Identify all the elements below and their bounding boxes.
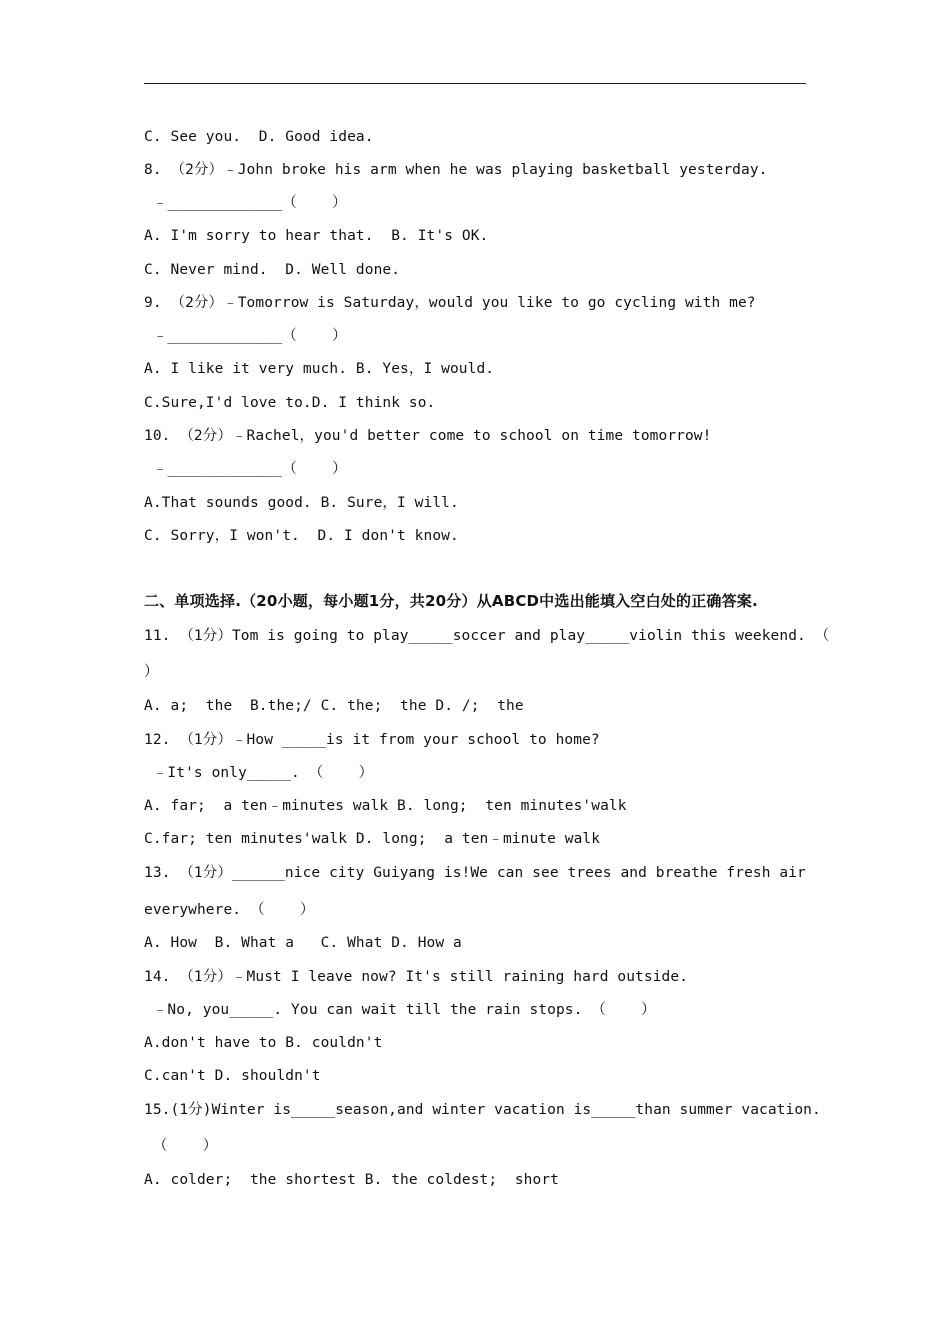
q10-options-ab: A.That sounds good. B. Sure，I will. [144,495,459,511]
q9-options-ab: A. I like it very much. B. Yes，I would. [144,361,495,377]
q7-options-cd: C. See you. D. Good idea. [144,129,374,145]
q12-options-cd: C.far; ten minutes'walk D. long; a ten﹣minute walk [144,831,601,847]
q8-answer-blank: ﹣_____________（ ） [144,195,347,211]
q15-options-ab: A. colder; the shortest B. the coldest; short [144,1172,559,1188]
section-heading: 二、单项选择.（20小题，每小题1分，共20分）从ABCD中选出能填入空白处的正确答案. [144,592,758,610]
q14-answer-line: ﹣No, you_____. You can wait till the rain stops. （ ） [144,1002,656,1018]
q10-stem: 10. （2分）﹣Rachel，you'd better come to school on time tomorrow! [144,428,712,444]
q8-options-ab: A. I'm sorry to hear that. B. It's OK. [144,228,489,244]
q9-answer-blank: ﹣_____________（ ） [144,328,347,344]
q9-options-cd: C.Sure,I'd love to.D. I think so. [144,395,436,411]
q8-options-cd: C. Never mind. D. Well done. [144,262,401,278]
q13-stem: 13. （1分）______nice city Guiyang is!We can see trees and breathe fresh air [144,865,806,881]
q10-answer-blank: ﹣_____________（ ） [144,461,347,477]
q13-options: A. How B. What a C. What D. How a [144,935,462,951]
q11-options: A. a; the B.the;/ C. the; the D. /; the [144,698,524,714]
q13-stem-cont: everywhere. （ ） [144,902,315,918]
q11-stem-cont: ） [144,664,159,680]
q12-options-ab: A. far; a ten﹣minutes walk B. long; ten minutes'walk [144,798,627,814]
q12-answer-line: ﹣It's only_____. （ ） [144,765,374,781]
q9-stem: 9. （2分）﹣Tomorrow is Saturday，would you like to go cycling with me? [144,295,756,311]
q14-options-cd: C.can't D. shouldn't [144,1068,321,1084]
q12-stem: 12. （1分）﹣How _____is it from your school to home? [144,732,600,748]
q11-stem: 11. （1分）Tom is going to play_____soccer and play_____violin this weekend. （ [144,628,830,644]
q15-stem-cont: （ ） [144,1138,218,1154]
q14-options-ab: A.don't have to B. couldn't [144,1035,383,1051]
q14-stem: 14. （1分）﹣Must I leave now? It's still raining hard outside. [144,969,689,985]
q15-stem: 15.(1分)Winter is_____season,and winter vacation is_____than summer vacation. [144,1102,821,1118]
header-rule [144,83,806,84]
q10-options-cd: C. Sorry，I won't. D. I don't know. [144,528,459,544]
q8-stem: 8. （2分）﹣John broke his arm when he was playing basketball yesterday. [144,162,768,178]
